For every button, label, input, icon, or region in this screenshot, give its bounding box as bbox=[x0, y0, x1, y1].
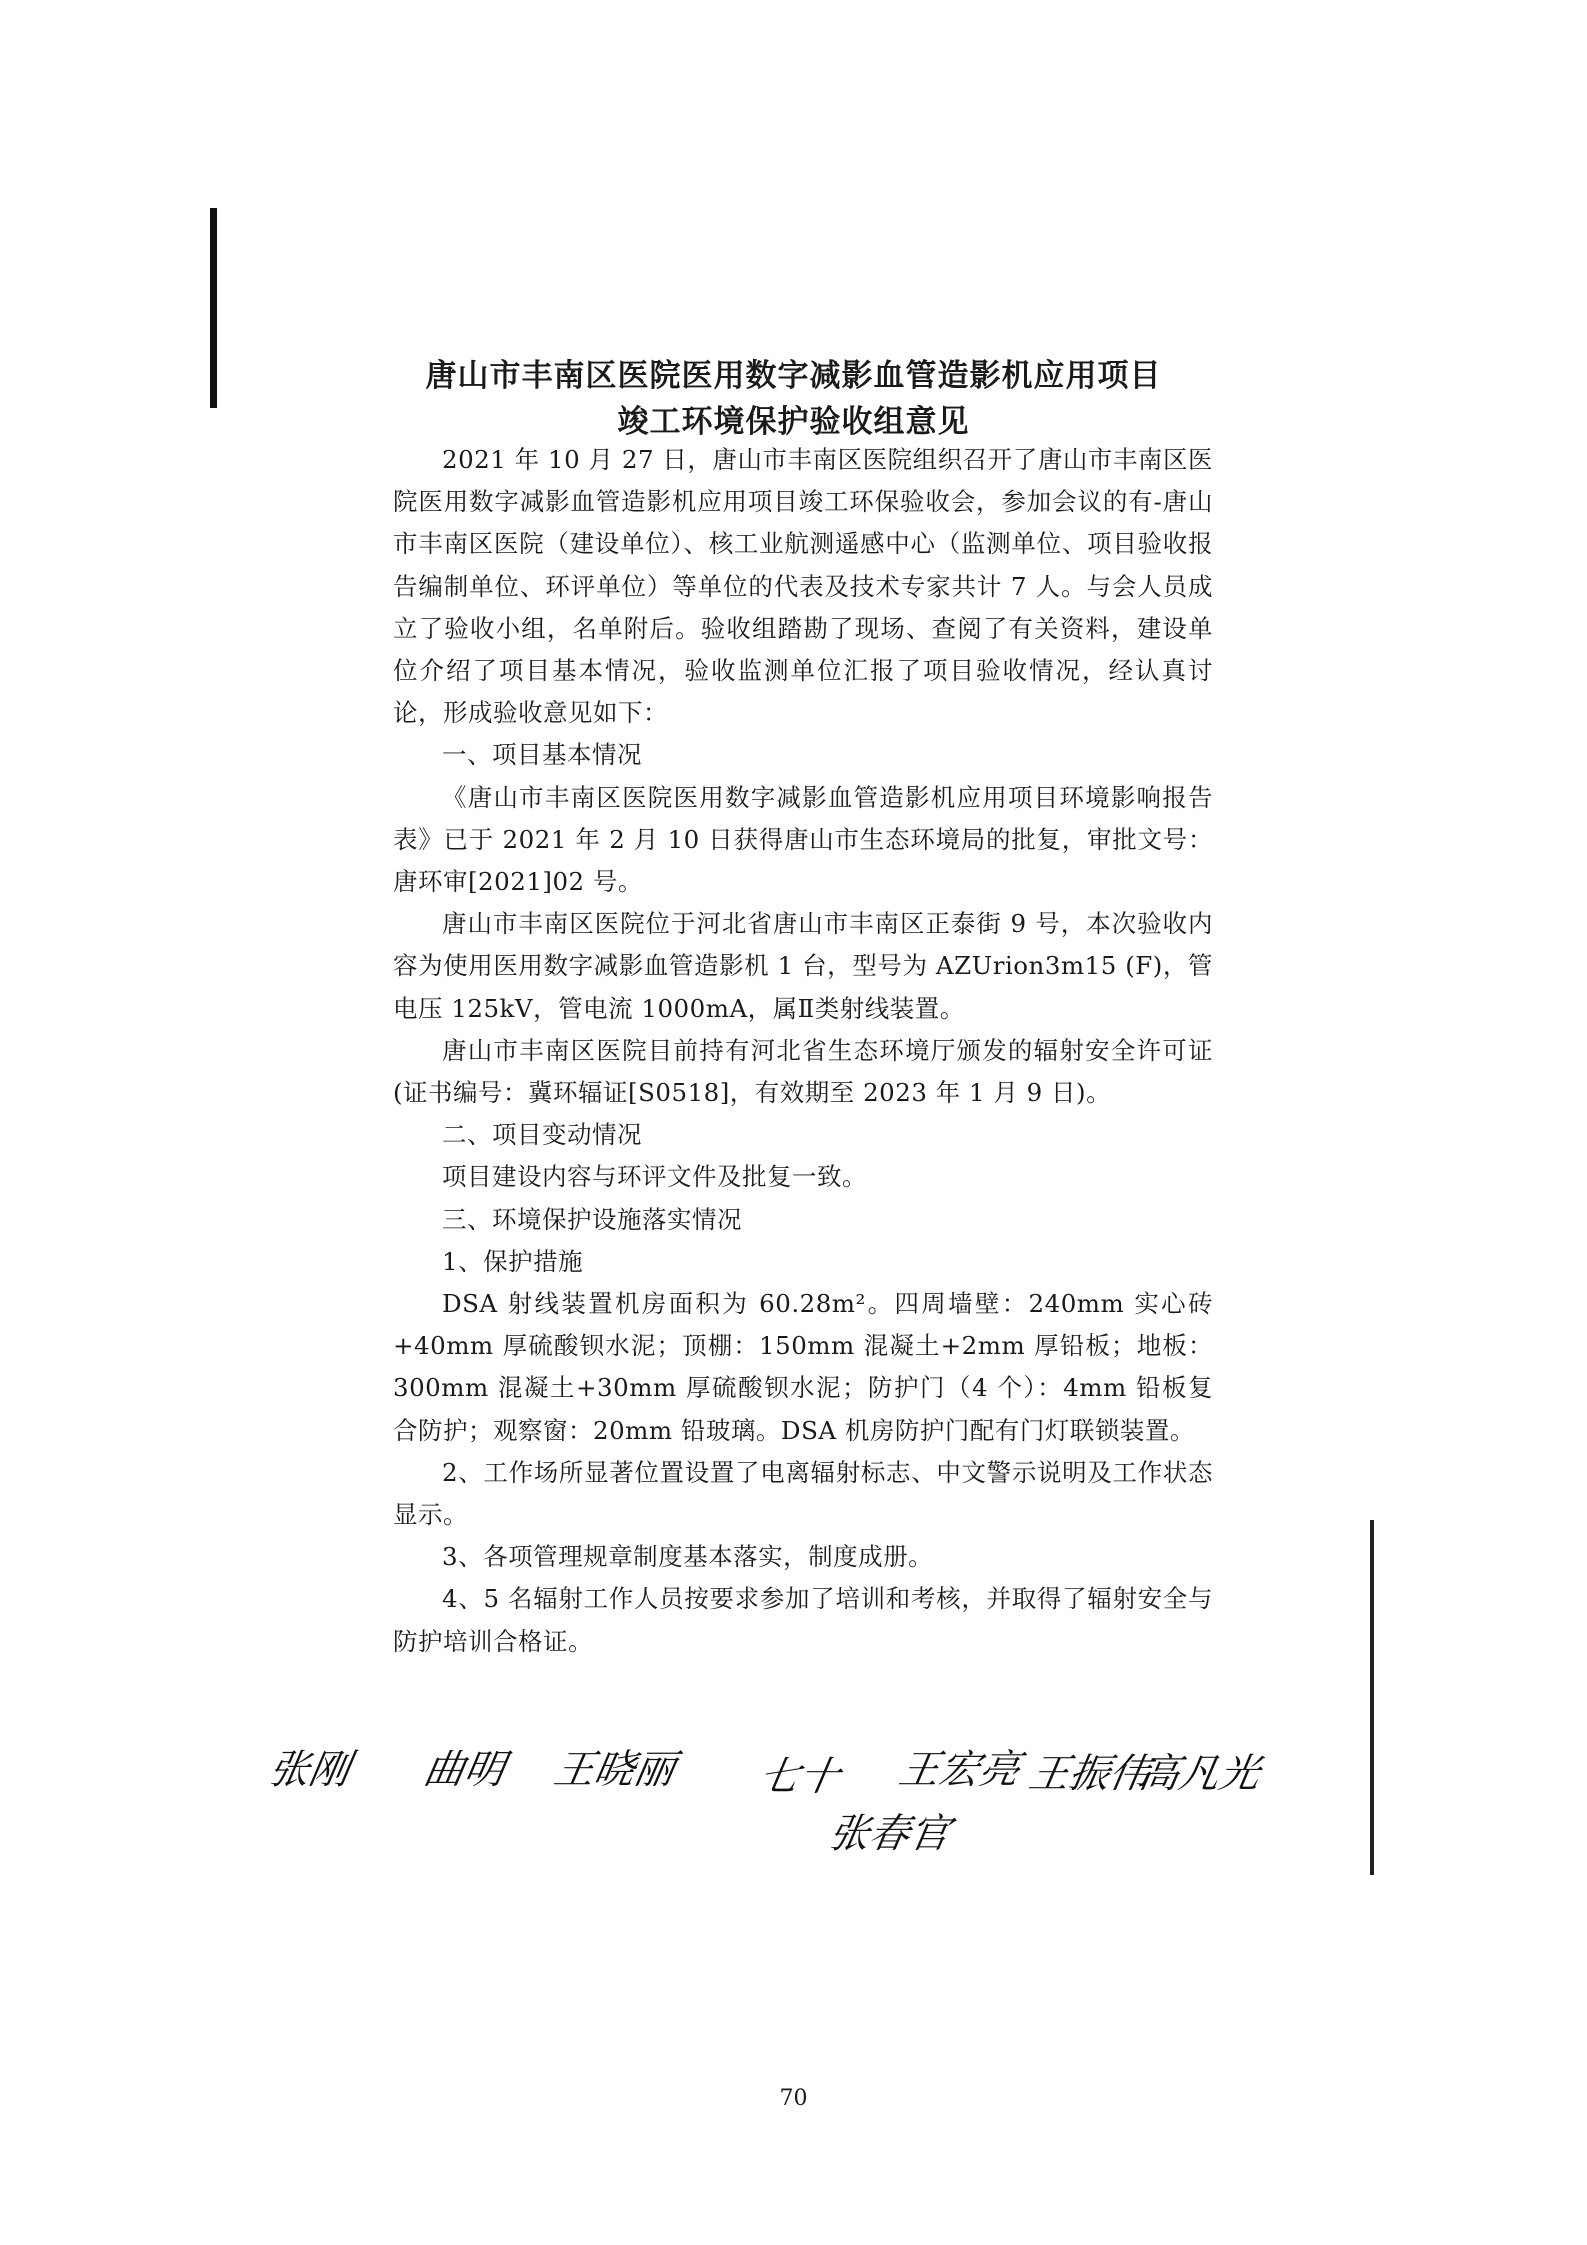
section-heading-protection: 三、环境保护设施落实情况 bbox=[442, 1204, 742, 1234]
eia-approval-paragraph: 《唐山市丰南区医院医用数字减影血管造影机应用项目环境影响报告表》已于 2021 年 2 月 10 日获得唐山市生态环境局的批复，审批文号：唐环审[2021]02 号。 bbox=[393, 782, 1213, 897]
signature: 张刚 bbox=[265, 1747, 354, 1793]
signature: 七十 bbox=[755, 1754, 844, 1800]
document-body bbox=[393, 439, 1213, 1663]
signature: 张春官 bbox=[825, 1811, 954, 1857]
signature: 高凡光 bbox=[1135, 1751, 1264, 1797]
changes-paragraph: 项目建设内容与环评文件及批复一致。 bbox=[442, 1162, 867, 1192]
signature: 王宏亮 bbox=[895, 1747, 1024, 1793]
management-paragraph: 3、各项管理规章制度基本落实，制度成册。 bbox=[442, 1542, 934, 1572]
license-paragraph: 唐山市丰南区医院目前持有河北省生态环境厅颁发的辐射安全许可证(证书编号：冀环辐证[S0518]，有效期至 2023 年 1 月 9 日)。 bbox=[393, 1035, 1213, 1108]
scan-edge-mark-right bbox=[1370, 1520, 1374, 1875]
section-heading-changes: 二、项目变动情况 bbox=[442, 1120, 642, 1150]
signage-paragraph: 2、工作场所显著位置设置了电离辐射标志、中文警示说明及工作状态显示。 bbox=[393, 1457, 1213, 1530]
section-heading-basic-info: 一、项目基本情况 bbox=[442, 740, 642, 770]
signature: 王振伟 bbox=[1025, 1751, 1154, 1797]
subheading-measures: 1、保护措施 bbox=[442, 1246, 584, 1276]
intro-paragraph: 2021 年 10 月 27 日，唐山市丰南区医院组织召开了唐山市丰南区医院医用数字减影血管造影机应用项目竣工环保验收会，参加会议的有-唐山市丰南区医院（建设单位）、核工业航测遥感中心（监测单位、项目验收报告编制单位、环评单位）等单位的代表及技术专家共计 7 人。与会人员成立了验收小组，名单附后。验收组踏勘了现场、查阅了有关资料，建设单位介绍了项目基本情况，验收监测单位汇报了项目验收情况，经认真讨论，形成验收意见如下： bbox=[393, 445, 1213, 728]
location-equipment-paragraph: 唐山市丰南区医院位于河北省唐山市丰南区正泰街 9 号，本次验收内容为使用医用数字减影血管造影机 1 台，型号为 AZUrion3m15 (F)，管电压 125kV，管电流 1000mA，属Ⅱ类射线装置。 bbox=[393, 909, 1213, 1023]
document-title-line-1: 唐山市丰南区医院医用数字减影血管造影机应用项目 bbox=[425, 358, 1162, 394]
document-title-line-2: 竣工环境保护验收组意见 bbox=[617, 404, 970, 440]
signature: 王晓丽 bbox=[550, 1747, 679, 1793]
shielding-paragraph: DSA 射线装置机房面积为 60.28m²。四周墙壁：240mm 实心砖+40mm 厚硫酸钡水泥；顶棚：150mm 混凝土+2mm 厚铅板；地板：300mm 混凝土+30mm 厚硫酸钡水泥；防护门（4 个）：4mm 铅板复合防护；观察窗：20mm 铅玻璃。DSA 机房防护门配有门灯联锁装置。 bbox=[393, 1289, 1213, 1445]
page-number: 70 bbox=[779, 2086, 808, 2111]
training-paragraph: 4、5 名辐射工作人员按要求参加了培训和考核，并取得了辐射安全与防护培训合格证。 bbox=[393, 1584, 1213, 1656]
signature: 曲明 bbox=[420, 1747, 509, 1793]
